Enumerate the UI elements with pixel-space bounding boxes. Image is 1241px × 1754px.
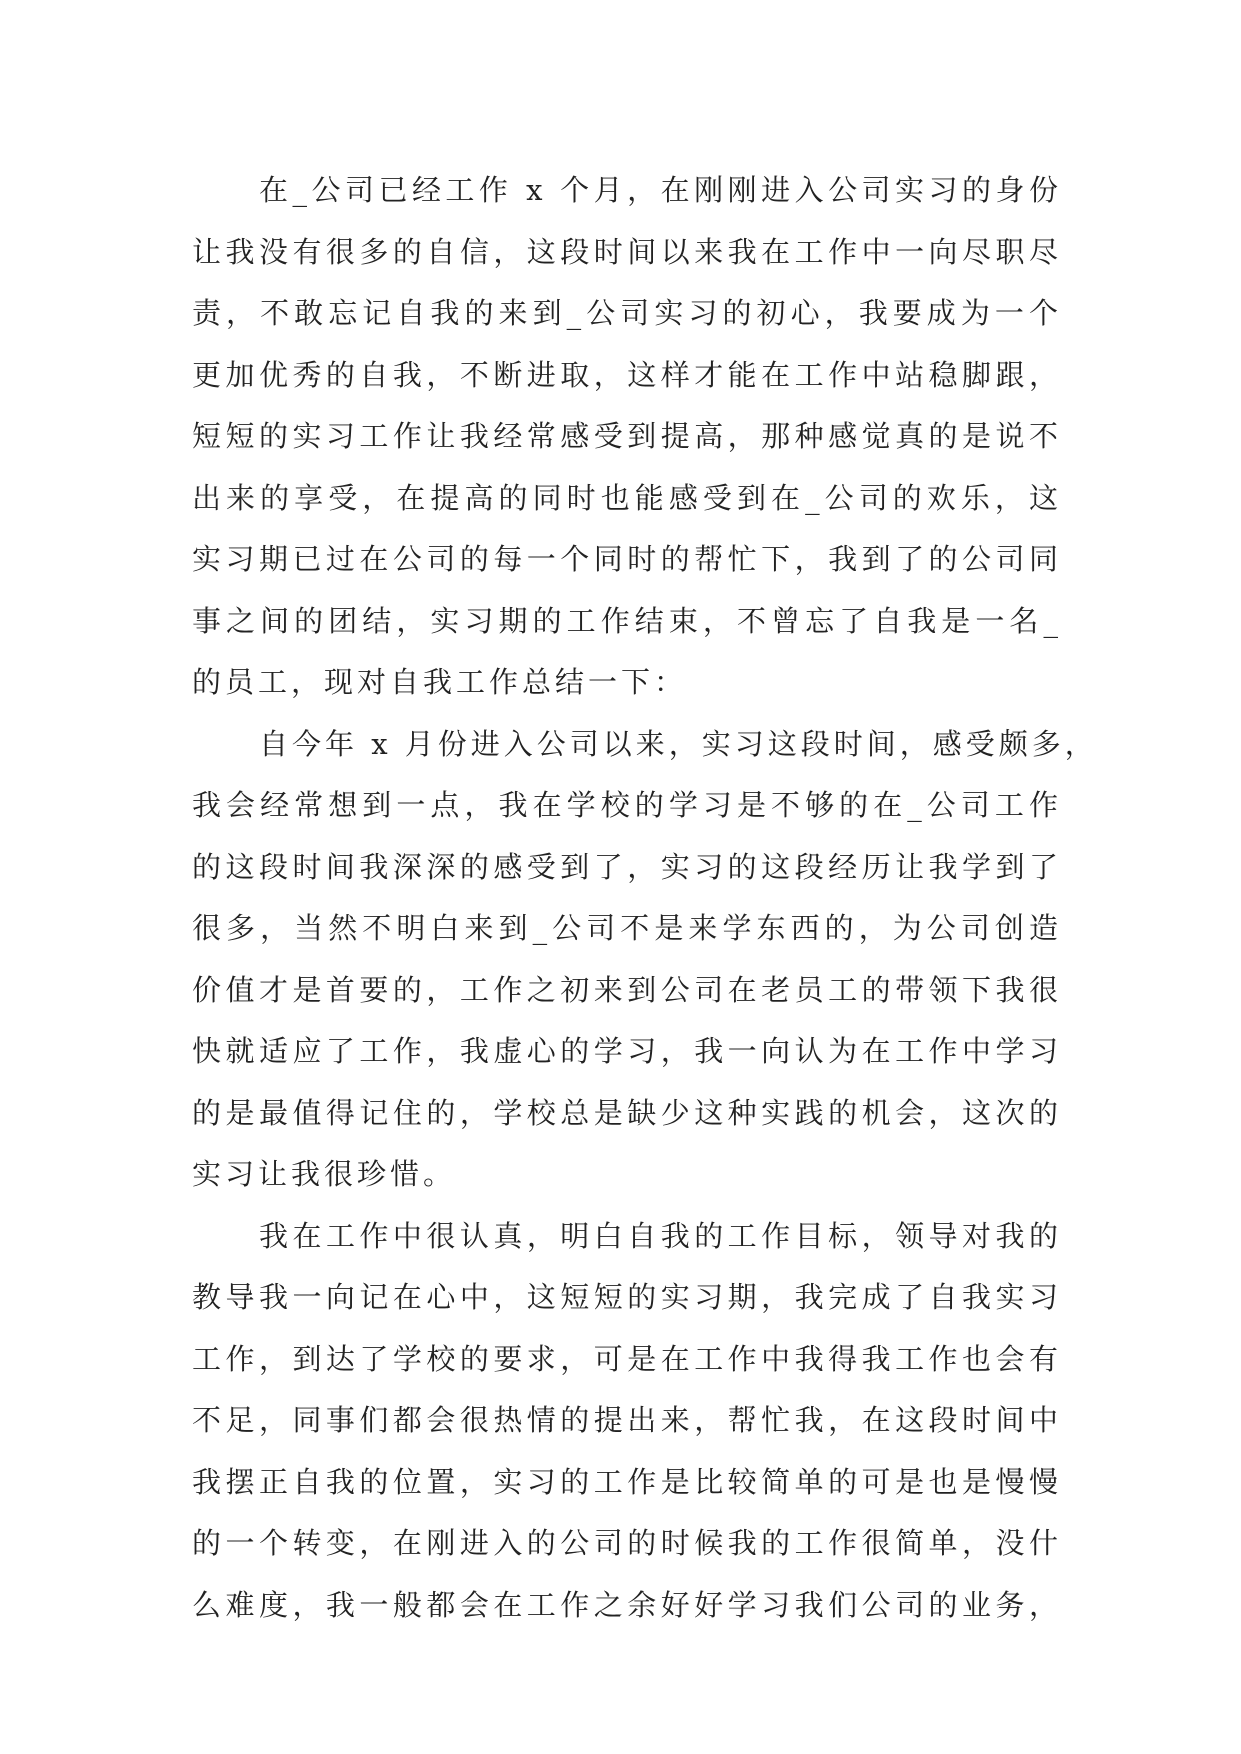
text-line: 的这段时间我深深的感受到了，实习的这段经历让我学到了 — [192, 849, 1062, 884]
text-line: 更加优秀的自我，不断进取，这样才能在工作中站稳脚跟， — [192, 357, 1062, 392]
text-line: 事之间的团结，实习期的工作结束，不曾忘了自我是一名_ — [192, 603, 1062, 638]
text-line: 实习期已过在公司的每一个同时的帮忙下，我到了的公司同 — [192, 542, 1062, 576]
text-line: 很多，当然不明白来到_公司不是来学东西的，为公司创造 — [192, 911, 1062, 945]
text-line: 快就适应了工作，我虚心的学习，我一向认为在工作中学习 — [192, 1034, 1062, 1068]
text-line: 短短的实习工作让我经常感受到提高，那种感觉真的是说不 — [192, 419, 1062, 453]
paragraph-3 — [192, 1206, 1062, 1637]
text-line: 么难度，我一般都会在工作之余好好学习我们公司的业务， — [192, 1587, 1062, 1622]
text-line: 我摆正自我的位置，实习的工作是比较简单的可是也是慢慢 — [192, 1464, 1062, 1499]
text-line: 的一个转变，在刚进入的公司的时候我的工作很简单，没什 — [192, 1526, 1062, 1560]
text-line: 工作，到达了学校的要求，可是在工作中我得我工作也会有 — [192, 1341, 1062, 1376]
text-line: 价值才是首要的，工作之初来到公司在老员工的带领下我很 — [192, 972, 1062, 1007]
text-line: 自今年 x 月份进入公司以来，实习这段时间，感受颇多， — [259, 726, 1098, 761]
text-line: 我在工作中很认真，明白自我的工作目标，领导对我的 — [259, 1218, 1062, 1253]
text-line: 出来的享受，在提高的同时也能感受到在_公司的欢乐，这 — [192, 480, 1062, 515]
text-line: 教导我一向记在心中，这短短的实习期，我完成了自我实习 — [192, 1280, 1062, 1314]
text-line: 实习让我很珍惜。 — [192, 1157, 457, 1191]
text-line: 我会经常想到一点，我在学校的学习是不够的在_公司工作 — [192, 788, 1062, 822]
text-line: 让我没有很多的自信，这段时间以来我在工作中一向尽职尽 — [192, 234, 1062, 269]
text-line: 责，不敢忘记自我的来到_公司实习的初心，我要成为一个 — [192, 296, 1062, 330]
paragraph-2 — [192, 714, 1098, 1206]
text-line: 的是最值得记住的，学校总是缺少这种实践的机会，这次的 — [192, 1095, 1062, 1130]
text-line: 不足，同事们都会很热情的提出来，帮忙我，在这段时间中 — [192, 1403, 1062, 1437]
text-line: 的员工，现对自我工作总结一下： — [192, 665, 688, 699]
document-body — [192, 160, 1098, 1636]
text-line: 在_公司已经工作 x 个月，在刚刚进入公司实习的身份 — [259, 173, 1062, 207]
paragraph-1 — [192, 160, 1062, 714]
